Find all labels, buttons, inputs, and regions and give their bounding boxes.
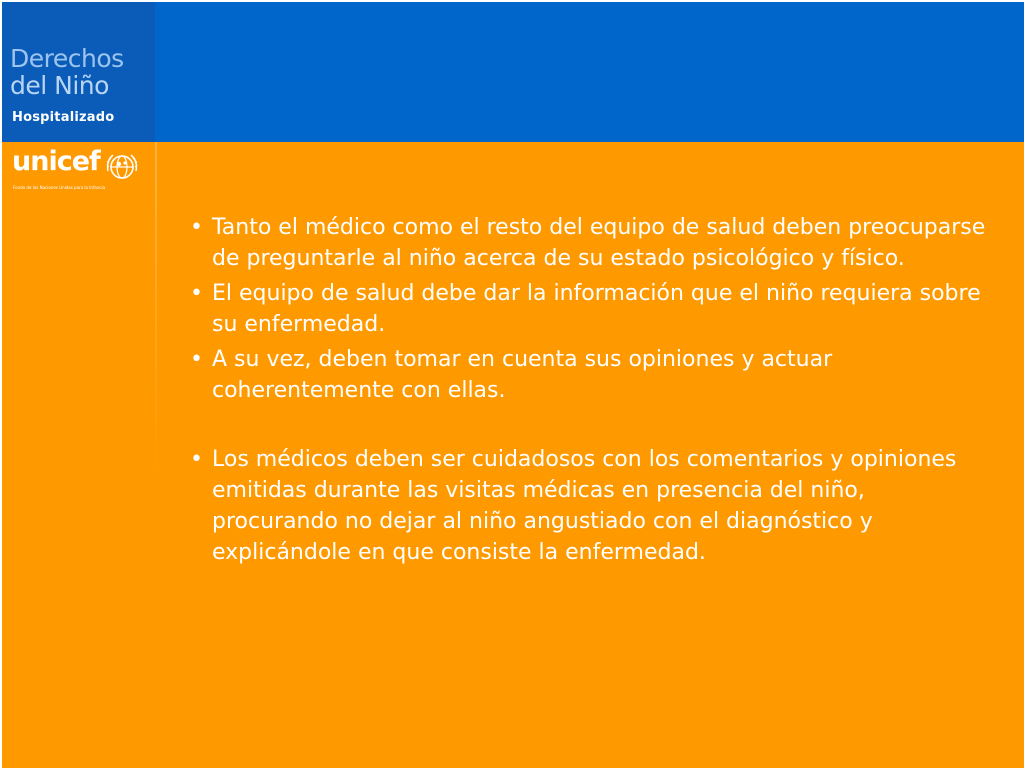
logo-title [10,45,124,99]
bullet-dot: • [190,215,203,240]
bullet-text: A su vez, deben tomar en cuenta sus opiniones y actuar coherentemente con ellas. [212,347,833,403]
logo-title-line2: del Niño [10,71,109,100]
bullet-text: Los médicos deben ser cuidadosos con los comentarios y opiniones emitidas durante las visitas médicas en presencia del niño, procurando no dejar al niño angustiado con el diagnóstico y explicándole en que consiste la enfermedad. [212,447,957,565]
header-bar [2,2,1024,142]
bullet-item-1 [190,212,990,274]
logo-subtitle: Hospitalizado [12,110,115,125]
bullet-item-3 [190,344,990,406]
bullet-item-4 [190,444,990,568]
bullet-list [190,212,990,572]
logo-title-line1: Derechos [10,44,124,73]
unicef-tagline: Fondo de las Naciones Unidas para la Infancia [13,185,106,190]
bullet-dot: • [190,347,203,372]
sidebar-divider [155,142,157,472]
bullet-text: El equipo de salud debe dar la información que el niño requiera sobre su enfermedad. [212,281,981,337]
unicef-globe-emblem-icon [104,149,140,185]
bullet-text: Tanto el médico como el resto del equipo de salud deben preocuparse de preguntarle al niño acerca de su estado psicológico y físico. [212,215,986,271]
bullet-item-2 [190,278,990,340]
unicef-logo: unicef [12,146,100,177]
bullet-dot: • [190,447,203,472]
bullet-dot: • [190,281,203,306]
